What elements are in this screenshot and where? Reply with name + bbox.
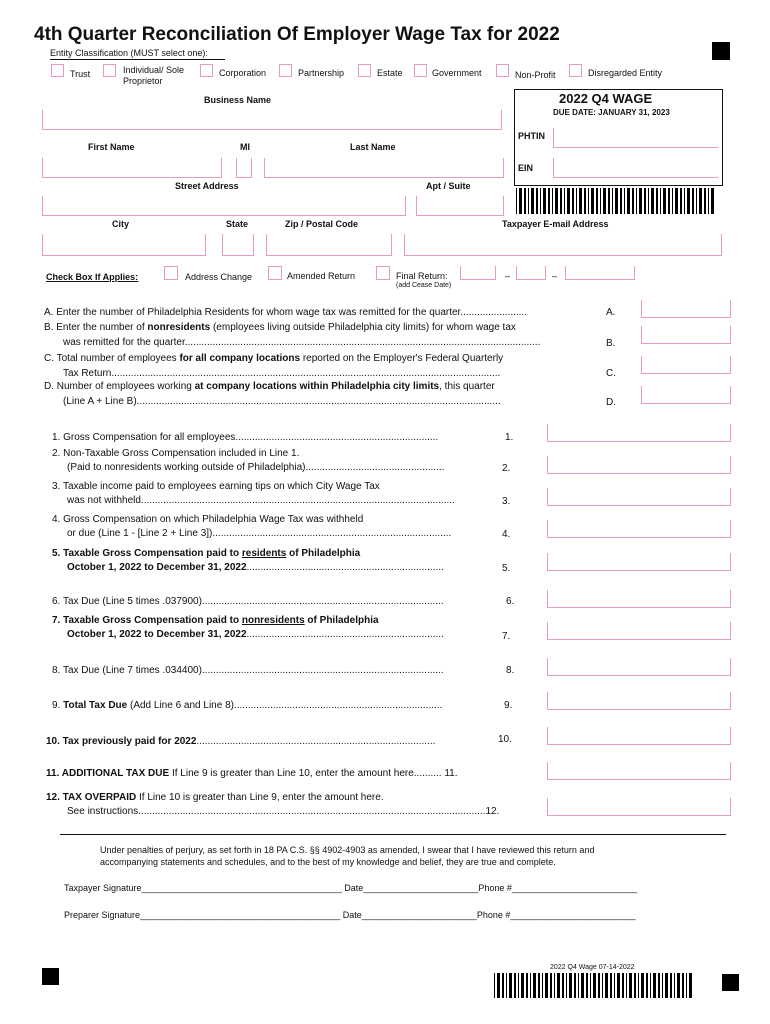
barcode-bar bbox=[600, 188, 601, 214]
barcode-bar bbox=[526, 973, 528, 998]
barcode-bar bbox=[636, 188, 637, 214]
line-5-dots: ....................................................................... bbox=[246, 562, 444, 573]
barcode-bar bbox=[605, 973, 608, 998]
line-5-underline: residents bbox=[241, 548, 287, 559]
barcode-bar bbox=[533, 973, 536, 998]
barcode-bar bbox=[591, 188, 594, 214]
barcode-bar bbox=[610, 973, 612, 998]
street-address-label: Street Address bbox=[175, 181, 239, 191]
address-change-checkbox[interactable] bbox=[164, 266, 178, 280]
line-d-bold: at company locations within Philadelphia city limits bbox=[194, 381, 440, 392]
barcode-bar bbox=[494, 973, 495, 998]
line-9-pre: 9. bbox=[52, 700, 64, 711]
final-return-label: Final Return: bbox=[396, 271, 448, 281]
line-b-text-2: was remitted for the quarter................................................................................................................................ bbox=[63, 337, 541, 348]
barcode-bar bbox=[588, 188, 589, 214]
line-2-text-a: 2. Non-Taxable Gross Compensation included in Line 1. bbox=[52, 448, 300, 459]
street-address-field[interactable] bbox=[42, 196, 406, 216]
barcode-bar bbox=[562, 973, 564, 998]
entity-label-underline bbox=[50, 59, 225, 60]
barcode-bar bbox=[566, 973, 567, 998]
checkbox-corporation[interactable] bbox=[200, 64, 213, 77]
taxpayer-signature-line[interactable]: Taxpayer Signature________________________________________ Date_______________________Phone #_________________________ bbox=[64, 883, 638, 893]
barcode-bar bbox=[519, 188, 522, 214]
entity-option-proprietor: Proprietor bbox=[123, 76, 163, 86]
line-2-text-b: (Paid to nonresidents working outside of Philadelphia).................................................. bbox=[67, 462, 445, 473]
barcode-bar bbox=[548, 188, 550, 214]
barcode-bar bbox=[545, 973, 548, 998]
entity-option-corporation: Corporation bbox=[219, 68, 267, 78]
barcode-top bbox=[516, 188, 716, 214]
line-11-post: If Line 9 is greater than Line 10, enter the amount here.......... 11. bbox=[169, 768, 458, 779]
line-2-num: 2. bbox=[502, 463, 511, 474]
barcode-bar bbox=[554, 973, 555, 998]
barcode-bar bbox=[624, 188, 625, 214]
entity-option-partnership: Partnership bbox=[298, 68, 345, 78]
check-box-label: Check Box If Applies: bbox=[46, 272, 139, 282]
line-b-text bbox=[44, 322, 516, 333]
line-b-field[interactable] bbox=[641, 326, 731, 344]
line-5-pre: 5. Taxable Gross Compensation paid to bbox=[52, 548, 242, 559]
line-8-num: 8. bbox=[506, 665, 515, 676]
barcode-bar bbox=[540, 188, 541, 214]
barcode-bar bbox=[574, 973, 576, 998]
checkbox-non-profit[interactable] bbox=[496, 64, 509, 77]
line-12-post: If Line 10 is greater than Line 9, enter the amount here. bbox=[136, 792, 384, 803]
checkbox-government[interactable] bbox=[414, 64, 427, 77]
entity-option-non-profit: Non-Profit bbox=[515, 70, 556, 80]
registration-mark-bottom-left bbox=[42, 968, 59, 985]
line-6-text: 6. Tax Due (Line 5 times .037900)....................................................................................... bbox=[52, 596, 444, 607]
line-7-text-a bbox=[52, 615, 379, 626]
line-7-num: 7. bbox=[502, 631, 511, 642]
line-d-pre: D. Number of employees working bbox=[44, 381, 195, 392]
line-c-pre: C. Total number of employees bbox=[44, 353, 180, 364]
checkbox-sole-proprietor[interactable] bbox=[103, 64, 116, 77]
entity-option-disregarded: Disregarded Entity bbox=[588, 68, 663, 78]
line-10-dots: ...................................................................................... bbox=[196, 736, 436, 747]
city-field[interactable] bbox=[42, 234, 206, 256]
checkbox-trust[interactable] bbox=[51, 64, 64, 77]
barcode-bar bbox=[651, 188, 654, 214]
amended-return-label: Amended Return bbox=[287, 271, 356, 281]
line-a-tag: A. bbox=[606, 307, 616, 318]
preparer-signature-line[interactable]: Preparer Signature________________________________________ Date_______________________Phone #_________________________ bbox=[64, 910, 636, 920]
first-name-label: First Name bbox=[88, 142, 135, 152]
barcode-bar bbox=[639, 188, 642, 214]
line-10-field[interactable] bbox=[547, 727, 731, 745]
line-b-tag: B. bbox=[606, 338, 616, 349]
line-12-text bbox=[46, 792, 384, 803]
line-7-pre: 7. Taxable Gross Compensation paid to bbox=[52, 615, 242, 626]
line-4-num: 4. bbox=[502, 529, 511, 540]
barcode-bar bbox=[656, 188, 658, 214]
perjury-line-2: accompanying statements and schedules, and to the best of my knowledge and belief, they are true and complete. bbox=[100, 857, 556, 867]
line-4-text-b: or due (Line 1 - [Line 2 + Line 3])...................................................................................... bbox=[67, 528, 452, 539]
barcode-bar bbox=[615, 188, 618, 214]
apt-suite-label: Apt / Suite bbox=[426, 181, 471, 191]
line-9-post: (Add Line 6 and Line 8)........................................................................... bbox=[127, 700, 443, 711]
barcode-bar bbox=[528, 188, 529, 214]
line-11-bold: 11. ADDITIONAL TAX DUE bbox=[46, 768, 170, 779]
barcode-bar bbox=[704, 188, 706, 214]
line-12-field[interactable] bbox=[547, 798, 731, 816]
amended-return-checkbox[interactable] bbox=[268, 266, 282, 280]
line-c-text-2: Tax Return............................................................................................................................................ bbox=[63, 368, 501, 379]
barcode-bar bbox=[590, 973, 591, 998]
address-change-label: Address Change bbox=[185, 272, 253, 282]
entity-classification-label: Entity Classification (MUST select one): bbox=[50, 48, 208, 58]
line-9-num: 9. bbox=[504, 700, 513, 711]
barcode-bar bbox=[692, 188, 694, 214]
barcode-bar bbox=[506, 973, 507, 998]
entity-option-government: Government bbox=[432, 68, 482, 78]
barcode-bar bbox=[509, 973, 512, 998]
line-d-text bbox=[44, 381, 495, 392]
barcode-bar bbox=[646, 973, 648, 998]
barcode-bar bbox=[608, 188, 610, 214]
line-5-post: of Philadelphia bbox=[286, 548, 361, 559]
line-5-text-a bbox=[52, 548, 360, 559]
line-8-field[interactable] bbox=[547, 658, 731, 676]
barcode-bar bbox=[689, 973, 692, 998]
barcode-bar bbox=[555, 188, 558, 214]
barcode-bar bbox=[708, 188, 709, 214]
perjury-line-1: Under penalties of perjury, as set forth in 18 PA C.S. §§ 4902-4903 as amended, I swear that I have reviewed this return and bbox=[100, 845, 595, 855]
line-11-text bbox=[46, 768, 458, 779]
barcode-bar bbox=[672, 188, 673, 214]
barcode-bar bbox=[521, 973, 524, 998]
line-12-bold: 12. TAX OVERPAID bbox=[46, 792, 137, 803]
barcode-bar bbox=[682, 973, 684, 998]
barcode-bar bbox=[524, 188, 526, 214]
first-name-field[interactable] bbox=[42, 158, 222, 178]
barcode-bar bbox=[641, 973, 644, 998]
barcode-bar bbox=[578, 973, 579, 998]
barcode-bar bbox=[603, 188, 606, 214]
barcode-bar bbox=[572, 188, 574, 214]
barcode-bar bbox=[675, 188, 678, 214]
business-name-field[interactable] bbox=[42, 110, 502, 130]
barcode-bar bbox=[514, 973, 516, 998]
business-name-label: Business Name bbox=[204, 95, 272, 105]
barcode-bar bbox=[684, 188, 685, 214]
barcode-bar bbox=[699, 188, 702, 214]
line-a-field[interactable] bbox=[641, 300, 731, 318]
signature-divider bbox=[60, 834, 726, 835]
barcode-bar bbox=[576, 188, 577, 214]
phtin-label: PHTIN bbox=[518, 131, 545, 141]
barcode-bar bbox=[567, 188, 570, 214]
cease-day-field[interactable] bbox=[516, 266, 546, 280]
final-return-checkbox[interactable] bbox=[376, 266, 390, 280]
state-label: State bbox=[226, 219, 249, 229]
due-date: DUE DATE: JANUARY 31, 2023 bbox=[553, 108, 670, 117]
line-1-field[interactable] bbox=[547, 424, 731, 442]
barcode-bar bbox=[670, 973, 672, 998]
mi-field[interactable] bbox=[236, 158, 252, 178]
line-7-dates: October 1, 2022 to December 31, 2022 bbox=[67, 629, 247, 640]
last-name-label: Last Name bbox=[350, 142, 396, 152]
apt-suite-field[interactable] bbox=[416, 196, 504, 216]
zip-label: Zip / Postal Code bbox=[285, 219, 359, 229]
barcode-bar bbox=[687, 188, 690, 214]
barcode-bar bbox=[648, 188, 649, 214]
barcode-bar bbox=[680, 188, 682, 214]
ein-label: EIN bbox=[518, 163, 534, 173]
zip-field[interactable] bbox=[266, 234, 392, 256]
barcode-bar bbox=[696, 188, 697, 214]
barcode-bar bbox=[531, 188, 534, 214]
line-7-dots: ....................................................................... bbox=[246, 629, 444, 640]
line-5-text-b bbox=[67, 562, 444, 573]
barcode-bar bbox=[579, 188, 582, 214]
barcode-bar bbox=[557, 973, 560, 998]
barcode-bar bbox=[550, 973, 552, 998]
line-3-field[interactable] bbox=[547, 488, 731, 506]
barcode-bar bbox=[560, 188, 562, 214]
ein-field[interactable] bbox=[553, 158, 718, 178]
barcode-bar bbox=[658, 973, 660, 998]
line-10-num: 10. bbox=[498, 734, 512, 745]
barcode-bar bbox=[569, 973, 572, 998]
line-10-bold: 10. Tax previously paid for 2022 bbox=[46, 736, 197, 747]
line-3-text-a: 3. Taxable income paid to employees earning tips on which City Wage Tax bbox=[52, 481, 380, 492]
date-dash-1: – bbox=[505, 271, 511, 281]
barcode-bar bbox=[497, 973, 500, 998]
barcode-bar bbox=[552, 188, 553, 214]
barcode-bar bbox=[564, 188, 565, 214]
barcode-bar bbox=[632, 188, 634, 214]
barcode-bar bbox=[686, 973, 687, 998]
barcode-bar bbox=[617, 973, 620, 998]
line-5-dates: October 1, 2022 to December 31, 2022 bbox=[67, 562, 247, 573]
barcode-bar bbox=[620, 188, 622, 214]
line-a-text: A. Enter the number of Philadelphia Residents for whom wage tax was remitted for the quarter........................ bbox=[44, 307, 528, 318]
barcode-bar bbox=[543, 188, 546, 214]
line-c-tag: C. bbox=[606, 368, 616, 379]
barcode-bar bbox=[622, 973, 624, 998]
barcode-bar bbox=[629, 973, 632, 998]
barcode-bar bbox=[536, 188, 538, 214]
barcode-bar bbox=[516, 188, 517, 214]
line-b-post: (employees living outside Philadelphia city limits) for whom wage tax bbox=[210, 322, 516, 333]
entity-option-estate: Estate bbox=[377, 68, 403, 78]
line-7-text-b bbox=[67, 629, 444, 640]
barcode-bar bbox=[593, 973, 596, 998]
barcode-bar bbox=[598, 973, 600, 998]
line-c-bold: for all company locations bbox=[179, 353, 301, 364]
form-title: 4th Quarter Reconciliation Of Employer Wage Tax for 2022 bbox=[34, 24, 560, 45]
line-5-field[interactable] bbox=[547, 553, 731, 571]
phtin-field[interactable] bbox=[553, 128, 718, 148]
state-field[interactable] bbox=[222, 234, 254, 256]
line-d-post: , this quarter bbox=[439, 381, 495, 392]
barcode-bar bbox=[668, 188, 670, 214]
line-3-num: 3. bbox=[502, 496, 511, 507]
barcode-bar bbox=[665, 973, 668, 998]
line-12-text-b: See instructions.............................................................................................................................12. bbox=[67, 806, 500, 817]
line-7-post: of Philadelphia bbox=[304, 615, 379, 626]
line-b-bold: nonresidents bbox=[147, 322, 211, 333]
mi-label: MI bbox=[240, 142, 250, 152]
registration-mark-top-right bbox=[712, 42, 730, 60]
entity-option-individual: Individual/ Sole bbox=[123, 65, 185, 75]
email-label: Taxpayer E-mail Address bbox=[502, 219, 609, 229]
date-dash-2: – bbox=[552, 271, 558, 281]
cease-date-note: (add Cease Date) bbox=[396, 282, 452, 289]
barcode-bar bbox=[530, 973, 531, 998]
line-1-num: 1. bbox=[505, 432, 514, 443]
line-8-text: 8. Tax Due (Line 7 times .034400)....................................................................................... bbox=[52, 665, 444, 676]
line-d-field[interactable] bbox=[641, 386, 731, 404]
line-9-bold: Total Tax Due bbox=[63, 700, 128, 711]
registration-mark-bottom-right bbox=[722, 974, 739, 991]
line-b-pre: B. Enter the number of bbox=[44, 322, 148, 333]
barcode-bar bbox=[711, 188, 714, 214]
line-c-text bbox=[44, 353, 503, 364]
line-3-text-b: was not withheld................................................................................................................. bbox=[67, 495, 455, 506]
line-7-field[interactable] bbox=[547, 622, 731, 640]
line-5-num: 5. bbox=[502, 563, 511, 574]
barcode-bar bbox=[653, 973, 656, 998]
checkbox-estate[interactable] bbox=[358, 64, 371, 77]
line-4-text-a: 4. Gross Compensation on which Philadelphia Wage Tax was withheld bbox=[52, 514, 364, 525]
line-7-underline: nonresidents bbox=[241, 615, 305, 626]
line-1-text: 1. Gross Compensation for all employees......................................................................... bbox=[52, 432, 439, 443]
line-c-field[interactable] bbox=[641, 356, 731, 374]
wage-box-title: 2022 Q4 WAGE bbox=[559, 91, 653, 106]
barcode-bar bbox=[502, 973, 504, 998]
line-2-field[interactable] bbox=[547, 456, 731, 474]
barcode-bar bbox=[660, 188, 661, 214]
line-6-field[interactable] bbox=[547, 590, 731, 608]
line-10-text bbox=[46, 736, 435, 747]
city-label: City bbox=[112, 219, 130, 229]
line-c-post: reported on the Employer's Federal Quarterly bbox=[300, 353, 504, 364]
cease-year-field[interactable] bbox=[565, 266, 635, 280]
barcode-bar bbox=[581, 973, 584, 998]
barcode-bar bbox=[596, 188, 598, 214]
barcode-bar bbox=[518, 973, 519, 998]
barcode-bar bbox=[662, 973, 663, 998]
barcode-bar bbox=[644, 188, 646, 214]
cease-month-field[interactable] bbox=[460, 266, 496, 280]
line-d-text-2: (Line A + Line B)................................................................................................................................... bbox=[63, 396, 501, 407]
barcode-bar bbox=[586, 973, 588, 998]
barcode-bar bbox=[650, 973, 651, 998]
barcode-bar bbox=[614, 973, 615, 998]
barcode-bar bbox=[584, 188, 586, 214]
line-9-text bbox=[52, 700, 442, 711]
barcode-bar bbox=[638, 973, 639, 998]
checkbox-disregarded-entity[interactable] bbox=[569, 64, 582, 77]
barcode-bar bbox=[602, 973, 603, 998]
line-6-num: 6. bbox=[506, 596, 515, 607]
barcode-bar bbox=[627, 188, 630, 214]
entity-option-trust: Trust bbox=[70, 69, 91, 79]
last-name-field[interactable] bbox=[264, 158, 504, 178]
barcode-bar bbox=[663, 188, 666, 214]
barcode-bar bbox=[674, 973, 675, 998]
line-9-field[interactable] bbox=[547, 692, 731, 710]
barcode-bottom bbox=[494, 973, 694, 998]
form-version: 2022 Q4 Wage 07-14-2022 bbox=[550, 964, 635, 971]
barcode-bar bbox=[634, 973, 636, 998]
email-field[interactable] bbox=[404, 234, 722, 256]
barcode-bar bbox=[542, 973, 543, 998]
line-d-tag: D. bbox=[606, 397, 616, 408]
line-11-field[interactable] bbox=[547, 762, 731, 780]
line-4-field[interactable] bbox=[547, 520, 731, 538]
barcode-bar bbox=[612, 188, 613, 214]
barcode-bar bbox=[677, 973, 680, 998]
barcode-bar bbox=[538, 973, 540, 998]
barcode-bar bbox=[626, 973, 627, 998]
checkbox-partnership[interactable] bbox=[279, 64, 292, 77]
